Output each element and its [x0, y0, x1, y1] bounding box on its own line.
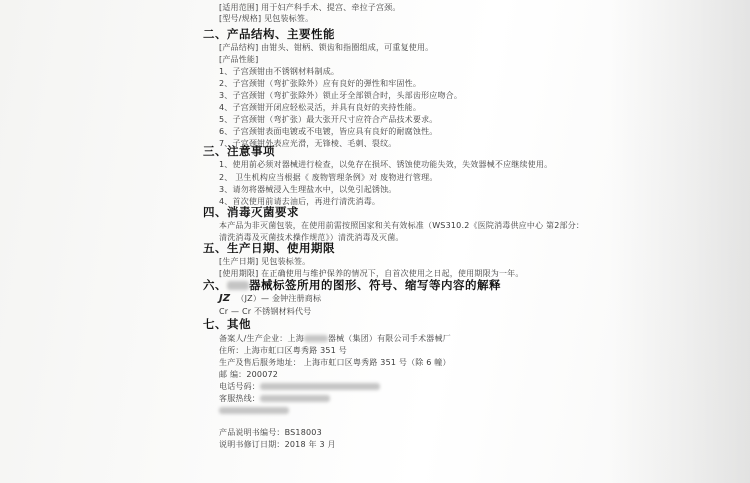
s2-line: [产品性能]: [219, 55, 259, 64]
redacted-website: [219, 407, 289, 414]
s5-line: [使用期限] 在正确使用与维护保养的情况下，自首次使用之日起，使用期限为一年。: [219, 269, 524, 278]
s3-line: 3、请勿将器械浸入生理盐水中，以免引起锈蚀。: [219, 185, 397, 194]
trademark-text: （JZ）— 金钟注册商标: [236, 294, 322, 303]
s2-line: 3、子宫颈钳（弯扩张除外）锁止牙全部锁合时，头部齿形应吻合。: [219, 91, 463, 100]
s2-line: 6、子宫颈钳表面电镀或不电镀，皆应具有良好的耐腐蚀性。: [219, 127, 438, 136]
postcode-line: 邮 编：200072: [219, 370, 279, 379]
trademark-line: [219, 294, 321, 304]
section-7-heading: 七、其他: [203, 317, 251, 331]
section-6-heading: [203, 279, 501, 292]
section-2-heading: 二、产品结构、主要性能: [203, 27, 335, 41]
paper-fold-shadow: [610, 0, 750, 483]
s3-line: 2、 卫生机构应当根据《 废物管理条例》对 废物进行管理。: [219, 173, 438, 182]
s2-line: [产品结构] 由钳头、钳柄、锁齿和指圈组成，可重复使用。: [219, 43, 434, 52]
section-4-heading: 四、消毒灭菌要求: [203, 205, 299, 219]
s6-title-prefix: 六、: [203, 278, 227, 292]
material-code-line: Cr — Cr 不锈钢材料代号: [219, 307, 312, 316]
s4-line: 本产品为非灭菌包装，在使用前需按照国家和关有效标准（WS310.2《医院消毒供应中心 第2部分：: [219, 221, 585, 230]
service-address-line: 生产及售后服务地址： 上海市虹口区粤秀路 351 号（除 6 幢）: [219, 358, 451, 367]
s3-line: 1、使用前必须对器械进行检查，以免存在损坏、锈蚀使功能失效，失效器械不应继续使用。: [219, 160, 553, 169]
applicable-scope: [适用范围] 用于妇产科手术、提宫、牵拉子宫颈。: [219, 3, 401, 12]
s2-line: 2、子宫颈钳（弯扩张除外）应有良好的弹性和牢固性。: [219, 79, 422, 88]
redacted-phone: [260, 383, 380, 390]
s2-line: 5、子宫颈钳（弯扩张）最大张开尺寸应符合产品技术要求。: [219, 115, 438, 124]
manual-number: 产品说明书编号：BS18003: [219, 428, 322, 437]
phone-line: 电话号码：: [219, 382, 380, 392]
redacted-mark: [304, 335, 328, 342]
s4-line: 清洗消毒及灭菌技术操作规范》）清洗消毒及灭菌。: [219, 233, 404, 242]
section-5-heading: 五、生产日期、使用期限: [203, 241, 335, 255]
model-spec: [型号/规格] 见包装标签。: [219, 14, 314, 23]
s6-title-rest: 器械标签所用的图形、符号、缩写等内容的解释: [249, 278, 501, 292]
address-line: 住所：上海市虹口区粤秀路 351 号: [219, 346, 347, 355]
website-line: [219, 406, 289, 416]
section-3-heading: 三、注意事项: [203, 144, 275, 158]
redacted-mark: [227, 281, 249, 290]
revision-date: 说明书修订日期：2018 年 3 月: [219, 440, 336, 449]
s2-line: 4、子宫颈钳开闭应轻松灵活，并具有良好的夹持性能。: [219, 103, 422, 112]
s2-line: 1、子宫颈钳由不锈钢材料制成。: [219, 67, 340, 76]
redacted-hotline: [260, 395, 330, 402]
s3-line: 4、首次使用前请去油后，再进行清洗消毒。: [219, 197, 381, 206]
registrant-line: 备案人/生产企业：上海 器械（集团）有限公司手术器械厂: [219, 334, 451, 343]
s2-line: 7、子宫颈钳外表应光滑，无锋棱、毛刺、裂纹。: [219, 139, 397, 148]
jz-logo: JZ: [219, 293, 231, 304]
hotline-line: 客服热线：: [219, 394, 330, 404]
s5-line: [生产日期] 见包装标签。: [219, 257, 311, 266]
